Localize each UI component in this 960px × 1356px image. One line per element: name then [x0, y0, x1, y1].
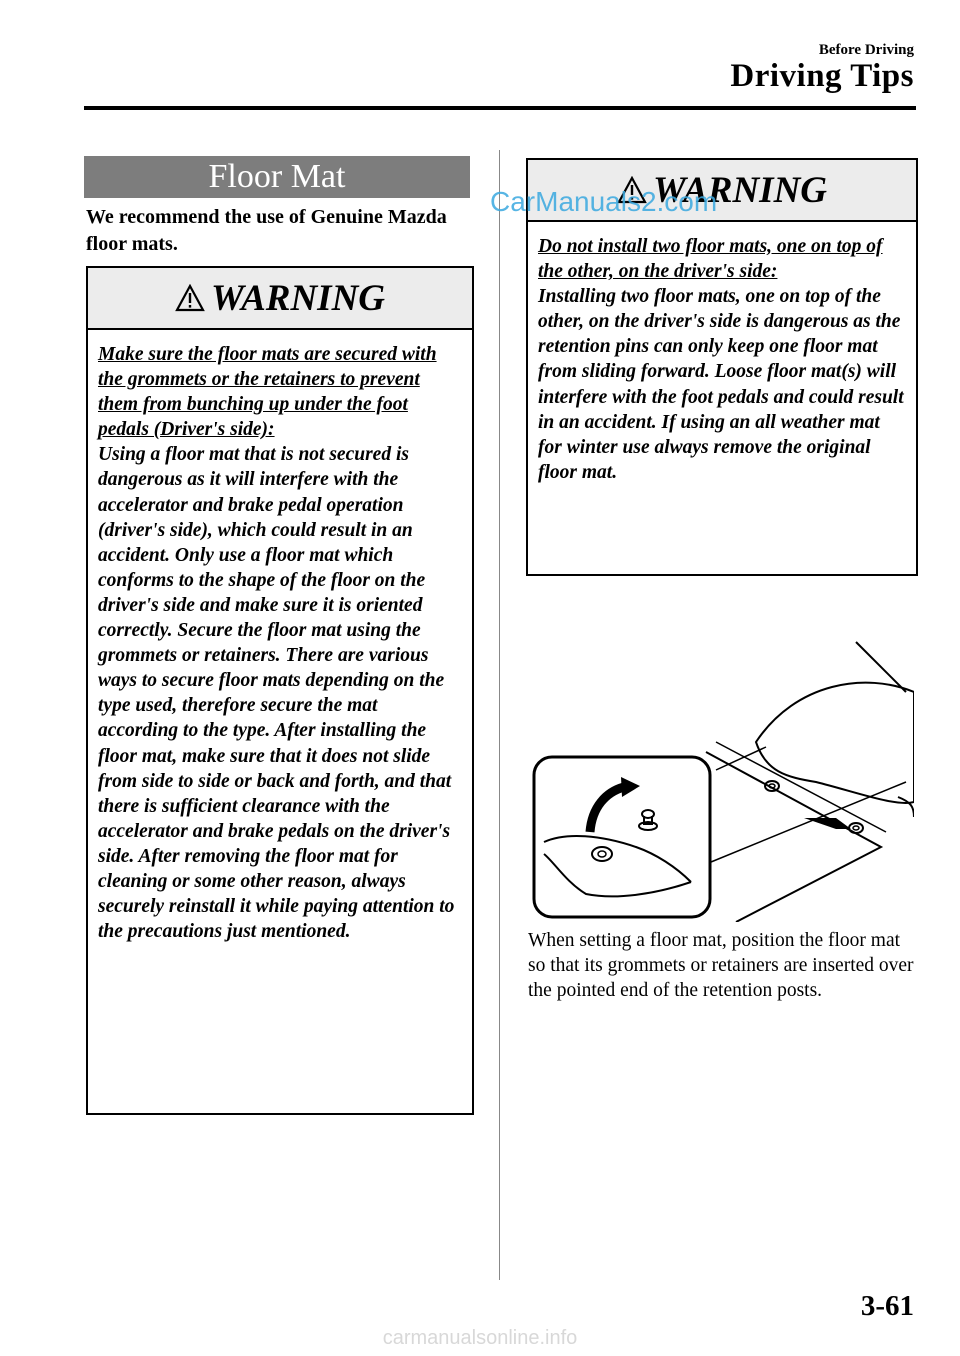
warning-header	[88, 268, 472, 330]
warning-title: WARNING	[210, 277, 386, 319]
figure-caption: When setting a floor mat, position the floor mat so that its grommets or retainers are inserted over the pointed end of the retention posts.	[528, 930, 914, 1001]
warning-box-right	[526, 158, 918, 576]
floor-mat-illustration	[526, 632, 914, 922]
column-divider	[499, 150, 500, 1280]
watermark-text: CarManuals2.com	[490, 186, 718, 217]
header-section-label: Before Driving	[818, 42, 914, 58]
warning-text: Using a floor mat that is not secured is dangerous as it will interfere with the accelerator and brake pedal operation (driver's side), which could result in an accident. Only use a floor mat which conforms to the shape of the floor on the driver's side and make sure it is oriented correctly. Secure the floor mat using the grommets or retainers. There are various ways to secure floor mats depending on the type used, therefore secure the mat according to the type. After installing the floor mat, make sure that it does not slide from side to side or back and forth, and that there is sufficient clearance with the accelerator and brake pedals on the driver's side. After removing the floor mat for cleaning or some other reason, always securely reinstall it while paying attention to the precautions just mentioned.	[98, 444, 455, 943]
warning-lead: Do not install two floor mats, one on top of the other, on the driver's side:	[538, 236, 883, 283]
intro-text: We recommend the use of Genuine Mazda floor mats.	[86, 206, 447, 255]
footer-watermark: carmanualsonline.info	[382, 1327, 578, 1349]
warning-body	[528, 222, 916, 485]
warning-box-left	[86, 266, 474, 1115]
warning-body	[88, 330, 472, 944]
header-title: Driving Tips	[730, 58, 914, 94]
warning-lead: Make sure the floor mats are secured with the grommets or the retainers to prevent them from bunching up under the foot pedals (Driver's side):	[98, 344, 437, 441]
warning-triangle-icon	[175, 284, 205, 312]
section-title-bar: Floor Mat	[84, 156, 470, 198]
page-number: 3-61	[860, 1290, 914, 1322]
warning-text: Installing two floor mats, one on top of the other, on the driver's side is dangerous as the retention pins can only keep one floor mat from sliding forward. Loose floor mat(s) will interfere with the foot pedals and could result in an accident. If using an all weather mat for winter use always remove the original floor mat.	[538, 286, 904, 483]
header-rule	[84, 106, 916, 110]
warning-title: WARNING	[652, 169, 828, 211]
